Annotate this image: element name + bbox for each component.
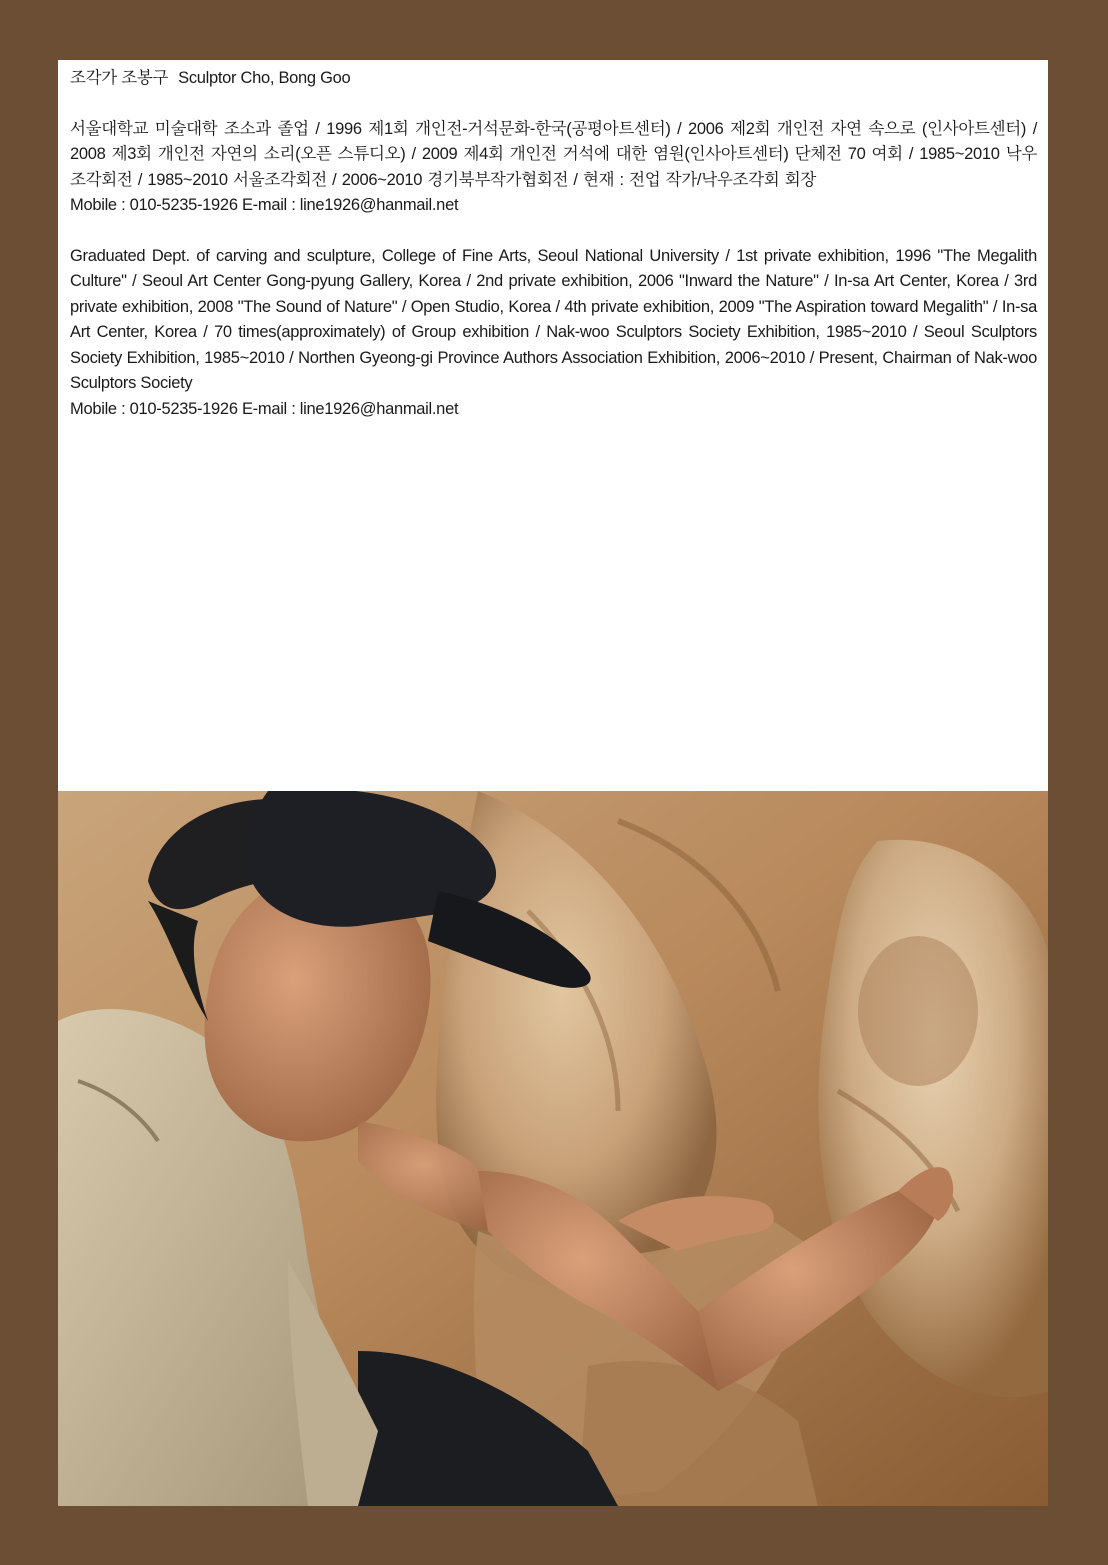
- biography-english: Graduated Dept. of carving and sculpture, College of Fine Arts, Seoul National University / 1st private exhibition, 1996 "The Megalith Culture" / Seoul Art Center Gong-pyung Gallery, Korea / 2nd private exhibition, 2006 "Inward the Nature" / In-sa Art Center, Korea / 3rd private exhibition, 2008 "The Sound of Nature" / Open Studio, Korea / 4th private exhibition, 2009 "The Aspiration toward Megalith" / In-sa Art Center, Korea / 70 times(approximately) of Group exhibition / Nak-woo Sculptors Society Exhibition, 1985~2010 / Seoul Sculptors Society Exhibition, 1985~2010 / Northen Gyeong-gi Province Authors Association Exhibition, 2006~2010 / Present, Chairman of Nak-woo Sculptors Society: [70, 246, 1037, 392]
- artist-profile: [70, 66, 1037, 422]
- document-page: [58, 60, 1048, 1506]
- contact-korean: Mobile : 010-5235-1926 E-mail : line1926@hanmail.net: [70, 196, 459, 214]
- artist-photo: [58, 791, 1048, 1506]
- contact-english: Mobile : 010-5235-1926 E-mail : line1926@hanmail.net: [70, 399, 459, 418]
- biography-korean: 서울대학교 미술대학 조소과 졸업 / 1996 제1회 개인전-거석문화-한국(공평아트센터) / 2006 제2회 개인전 자연 속으로 (인사아트센터) / 2008 제3회 개인전 자연의 소리(오픈 스튜디오) / 2009 제4회 개인전 거석에 대한 염원(인사아트센터) 단체전 70 여회 / 1985~2010 낙우조각회전 / 1985~2010 서울조각회전 / 2006~2010 경기북부작가협회전 / 현재 : 전업 작가/낙우조각회 회장: [70, 119, 1037, 189]
- sculptor-at-work-image: [58, 791, 1048, 1506]
- artist-heading: [70, 66, 1037, 92]
- artist-name-english: Sculptor Cho, Bong Goo: [178, 69, 351, 87]
- paragraph-spacer: [70, 219, 1037, 244]
- artist-name-korean: 조각가 조봉구: [70, 69, 169, 87]
